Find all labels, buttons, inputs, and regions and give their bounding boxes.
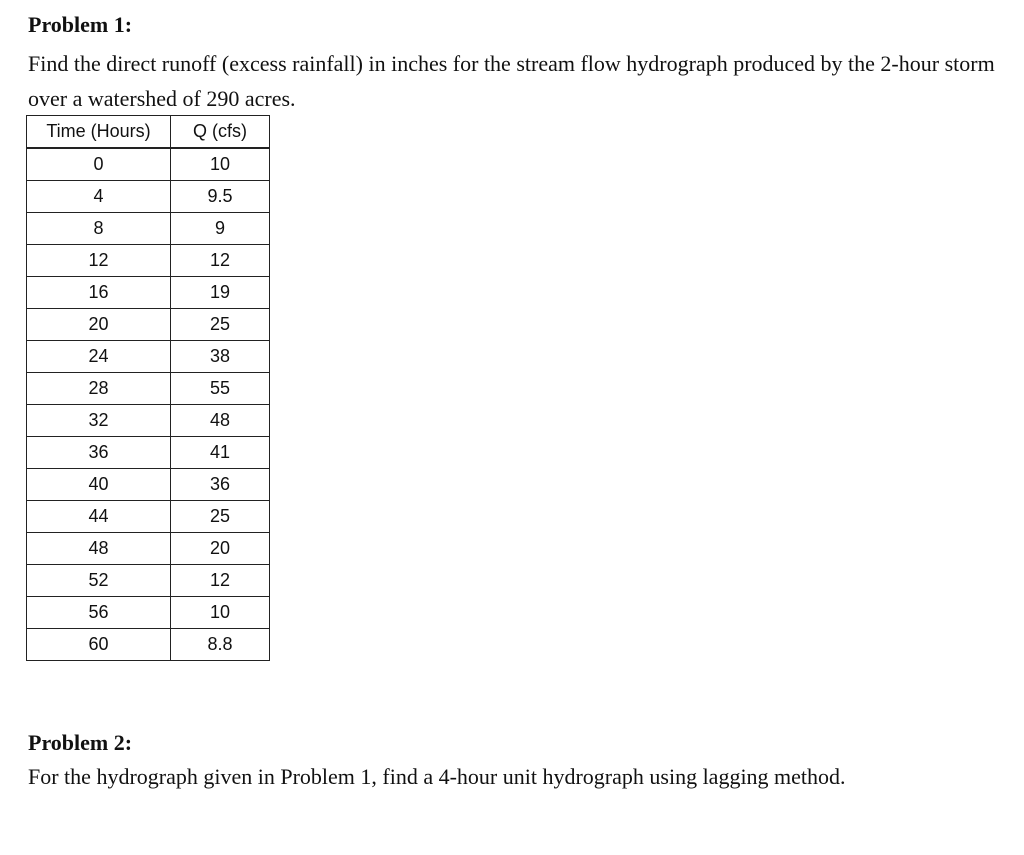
table-row [27, 533, 270, 565]
problem1-title: Problem 1: [28, 12, 133, 37]
time-cell: 52 [27, 565, 171, 597]
header-q: Q (cfs) [171, 116, 270, 149]
q-cell: 48 [171, 405, 270, 437]
time-cell: 12 [27, 245, 171, 277]
table-row [27, 148, 270, 181]
table-row [27, 181, 270, 213]
q-cell: 41 [171, 437, 270, 469]
time-cell: 60 [27, 629, 171, 661]
table-row [27, 309, 270, 341]
time-cell: 24 [27, 341, 171, 373]
q-cell: 25 [171, 501, 270, 533]
table-body [27, 148, 270, 661]
q-cell: 20 [171, 533, 270, 565]
problem2-title: Problem 2: [28, 730, 133, 755]
hydrograph-table [26, 115, 270, 661]
table-row [27, 341, 270, 373]
q-cell: 12 [171, 245, 270, 277]
table-header-row [27, 116, 270, 149]
time-cell: 0 [27, 148, 171, 181]
problem2-text: For the hydrograph given in Problem 1, find a 4-hour unit hydrograph using lagging method. [28, 764, 846, 789]
table-row [27, 629, 270, 661]
time-cell: 16 [27, 277, 171, 309]
table-row [27, 469, 270, 501]
time-cell: 56 [27, 597, 171, 629]
table-row [27, 437, 270, 469]
time-cell: 40 [27, 469, 171, 501]
table-row [27, 501, 270, 533]
q-cell: 36 [171, 469, 270, 501]
time-cell: 36 [27, 437, 171, 469]
table-row [27, 213, 270, 245]
q-cell: 10 [171, 148, 270, 181]
q-cell: 12 [171, 565, 270, 597]
table-row [27, 277, 270, 309]
table-row [27, 597, 270, 629]
table-row [27, 245, 270, 277]
time-cell: 4 [27, 181, 171, 213]
q-cell: 9.5 [171, 181, 270, 213]
table-row [27, 373, 270, 405]
table-row [27, 405, 270, 437]
q-cell: 38 [171, 341, 270, 373]
q-cell: 55 [171, 373, 270, 405]
q-cell: 19 [171, 277, 270, 309]
time-cell: 44 [27, 501, 171, 533]
q-cell: 9 [171, 213, 270, 245]
q-cell: 25 [171, 309, 270, 341]
header-time: Time (Hours) [27, 116, 171, 149]
time-cell: 8 [27, 213, 171, 245]
time-cell: 28 [27, 373, 171, 405]
time-cell: 32 [27, 405, 171, 437]
q-cell: 10 [171, 597, 270, 629]
problem1-text: Find the direct runoff (excess rainfall) in inches for the stream flow hydrograph produced by the 2-hour storm over a watershed of 290 acres. [28, 51, 995, 111]
time-cell: 48 [27, 533, 171, 565]
time-cell: 20 [27, 309, 171, 341]
q-cell: 8.8 [171, 629, 270, 661]
table-row [27, 565, 270, 597]
